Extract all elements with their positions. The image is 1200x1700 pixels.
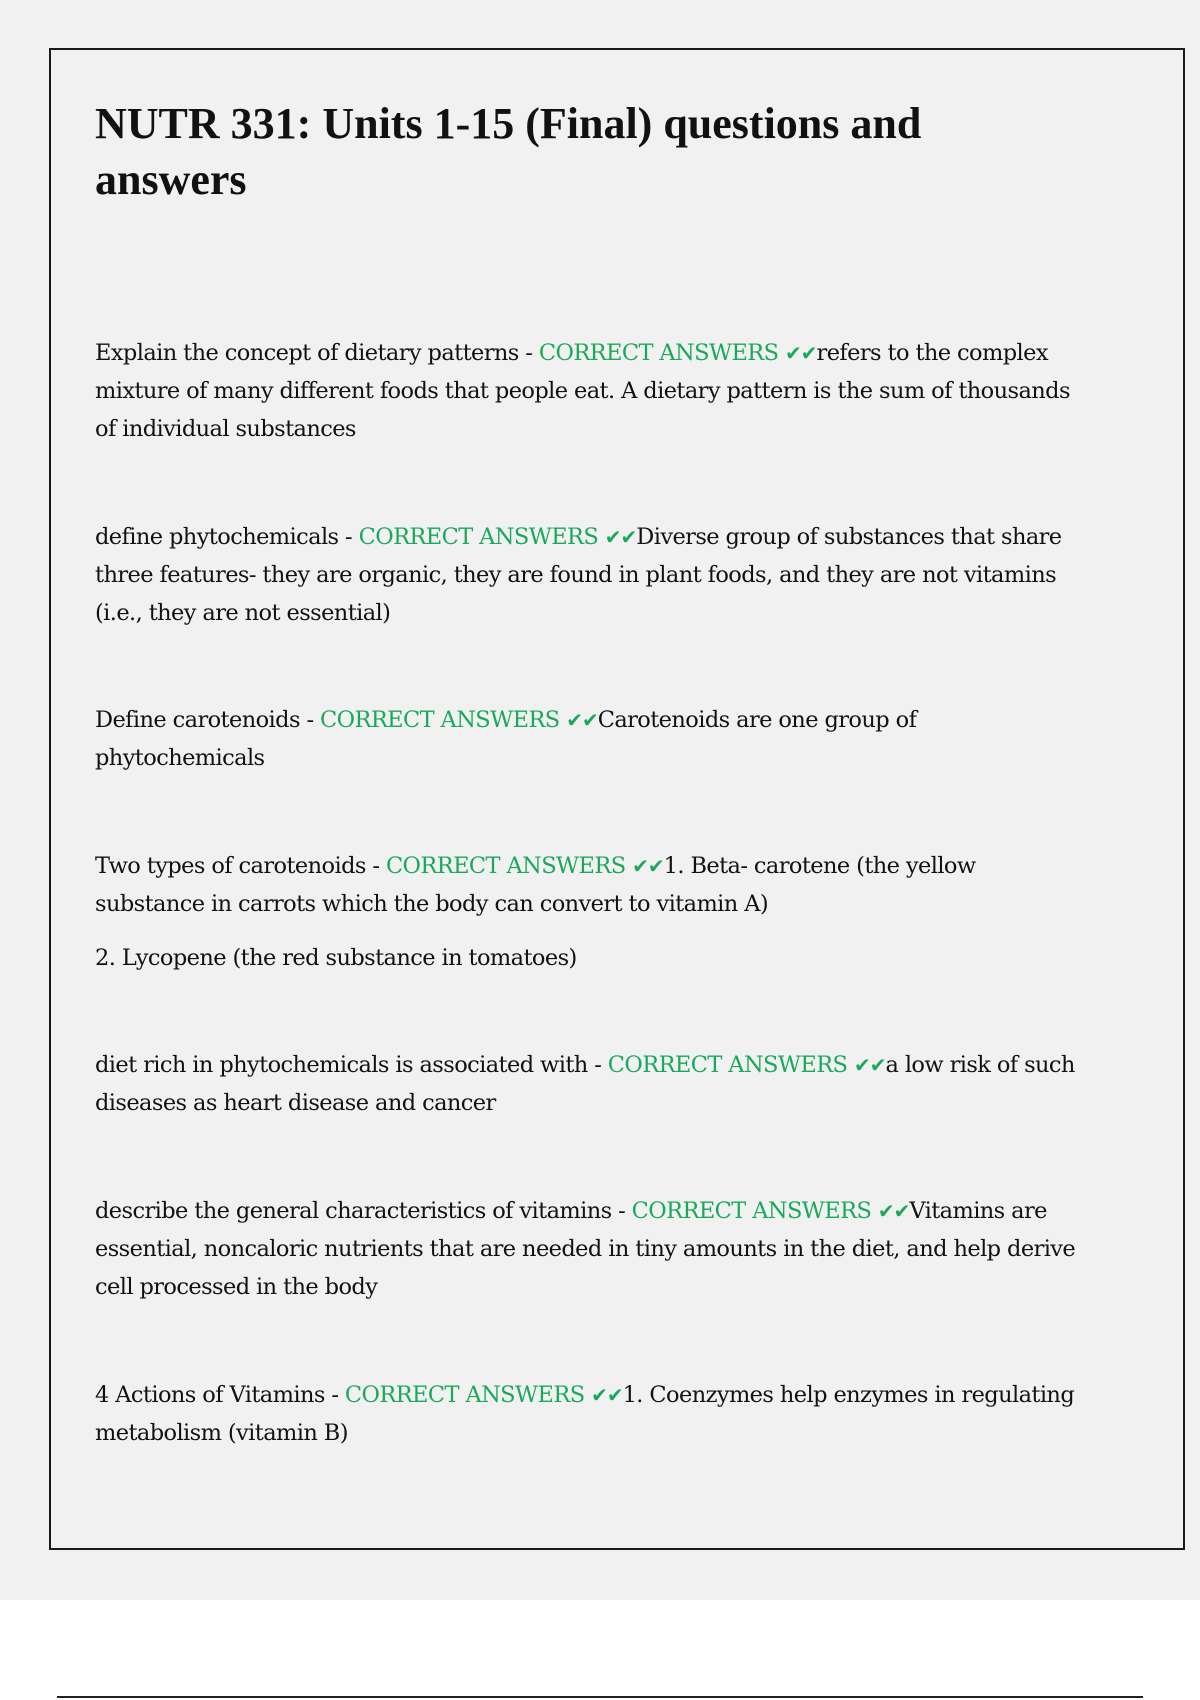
double-check-icon: ✔✔: [853, 1053, 886, 1077]
qa-item-vitamin-characteristics: [95, 1192, 1085, 1306]
correct-answers-tag: CORRECT ANSWERS: [344, 1382, 585, 1408]
question-text: 4 Actions of Vitamins: [95, 1382, 325, 1408]
qa-paragraph: [95, 334, 1085, 448]
separator: -: [338, 524, 359, 550]
footer-divider: [57, 1696, 1143, 1698]
double-check-icon: ✔✔: [591, 1383, 623, 1407]
question-text: Define carotenoids: [95, 707, 300, 733]
separator: -: [587, 1052, 608, 1078]
qa-item-phytochemical-diet: [95, 1046, 1085, 1122]
answer-text: 1. Coenzymes help enzymes in regulating metabolism (vitamin B): [95, 1382, 1075, 1446]
qa-paragraph: [95, 518, 1085, 632]
separator: -: [365, 853, 386, 879]
question-text: Two types of carotenoids: [95, 853, 366, 879]
separator: -: [518, 340, 539, 366]
answer-text: Carotenoids are one group of phytochemicals: [95, 707, 917, 771]
separator: -: [611, 1198, 632, 1224]
correct-answers-tag: CORRECT ANSWERS: [607, 1052, 848, 1078]
qa-item-vitamin-actions: [95, 1376, 1085, 1452]
answer-text: Diverse group of substances that share three features- they are organic, they are found in plant foods, and they are not vitamins (i.e., they are not essential): [95, 524, 1062, 626]
qa-paragraph: [95, 847, 1085, 923]
document-title: NUTR 331: Units 1-15 (Final) questions and answers: [95, 99, 922, 204]
qa-item-dietary-patterns: [95, 334, 1085, 448]
question-text: Explain the concept of dietary patterns: [95, 340, 519, 366]
question-text: describe the general characteristics of vitamins: [95, 1198, 612, 1224]
answer-continuation: 2. Lycopene (the red substance in tomatoes): [95, 945, 577, 971]
answer-text: refers to the complex mixture of many different foods that people eat. A dietary pattern is the sum of thousands of individual substances: [95, 340, 1070, 442]
document-frame: [49, 48, 1185, 1550]
qa-item-carotenoid-types: [95, 847, 1085, 977]
answer-text: a low risk of such diseases as heart disease and cancer: [95, 1052, 1075, 1116]
separator: -: [299, 707, 321, 733]
qa-item-phytochemicals: [95, 518, 1085, 632]
double-check-icon: ✔✔: [566, 708, 598, 732]
qa-paragraph: [95, 701, 1085, 777]
double-check-icon: ✔✔: [632, 854, 664, 878]
qa-paragraph: [95, 1192, 1085, 1306]
double-check-icon: ✔✔: [877, 1199, 910, 1223]
qa-paragraph: [95, 1046, 1085, 1122]
double-check-icon: ✔✔: [604, 525, 637, 549]
correct-answers-tag: CORRECT ANSWERS: [631, 1198, 872, 1224]
qa-item-carotenoids: [95, 701, 1085, 777]
answer-text: 1. Beta- carotene (the yellow substance in carrots which the body can convert to vitamin A): [95, 853, 976, 917]
correct-answers-tag: CORRECT ANSWERS: [385, 853, 626, 879]
qa-paragraph: [95, 1376, 1085, 1452]
question-text: define phytochemicals: [95, 524, 339, 550]
answer-text: Vitamins are essential, noncaloric nutrients that are needed in tiny amounts in the diet, and help derive cell processed in the body: [95, 1198, 1076, 1300]
double-check-icon: ✔✔: [785, 341, 817, 365]
correct-answers-tag: CORRECT ANSWERS: [538, 340, 779, 366]
correct-answers-tag: CORRECT ANSWERS: [358, 524, 599, 550]
question-text: diet rich in phytochemicals is associated with: [95, 1052, 588, 1078]
correct-answers-tag: CORRECT ANSWERS: [320, 707, 560, 733]
separator: -: [324, 1382, 345, 1408]
